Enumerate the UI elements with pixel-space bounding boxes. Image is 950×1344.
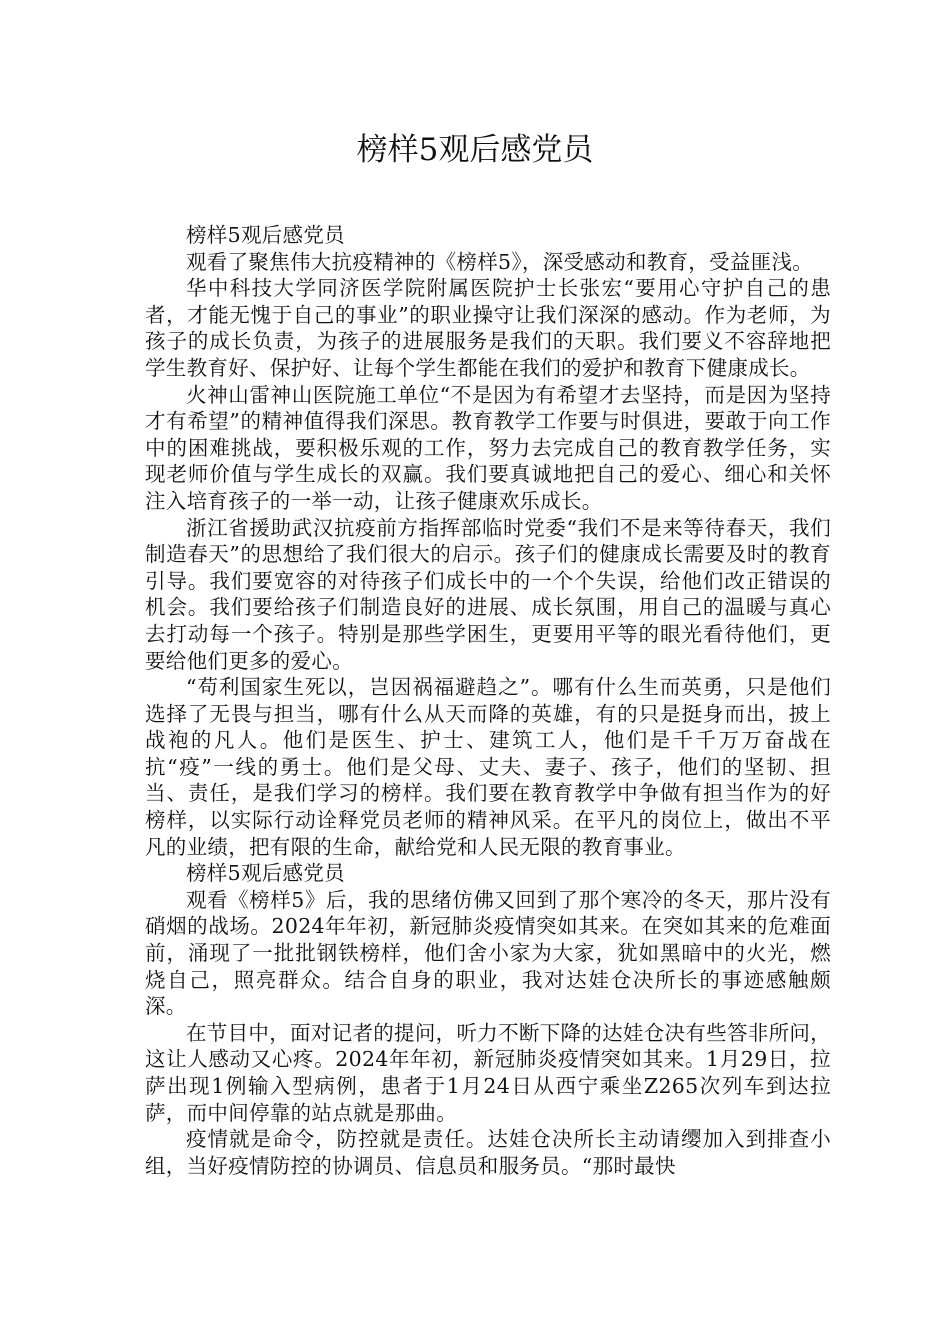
paragraph-subtitle: 榜样5观后感党员 (186, 861, 345, 886)
paragraph: 观看了聚焦伟大抗疫精神的《榜样5》，深受感动和教育，受益匪浅。 (186, 249, 814, 274)
paragraph: “苟利国家生死以，岂因祸福避趋之”。哪有什么生而英勇，只是他们选择了无畏与担当，哪有什么从天而降的英雄，有的只是挺身而出，披上战袍的凡人。他们是医生、护士、建筑工人，他们是千千万万奋战在抗“疫”一线的勇士。他们是父母、丈夫、妻子、孩子，他们的坚韧、担当、责任，是我们学习的榜样。我们要在教育教学中争做有担当作为的好榜样，以实际行动诠释党员老师的精神风采。在平凡的岗位上，做出不平凡的业绩，把有限的生命，献给党和人民无限的教育事业。 (145, 675, 831, 859)
document-body (145, 222, 831, 1179)
paragraph: 观看《榜样5》后，我的思绪仿佛又回到了那个寒冷的冬天，那片没有硝烟的战场。2024年年初，新冠肺炎疫情突如其来。在突如其来的危难面前，涌现了一批批钢铁榜样，他们舍小家为大家，犹如黑暗中的火光，燃烧自己，照亮群众。结合自身的职业，我对达娃仓决所长的事迹感触颇深。 (145, 887, 831, 1019)
paragraph: 火神山雷神山医院施工单位“不是因为有希望才去坚持，而是因为坚持才有希望”的精神值得我们深思。教育教学工作要与时俱进，要敢于向工作中的困难挑战，要积极乐观的工作，努力去完成自己的教育教学任务，实现老师价值与学生成长的双赢。我们要真诚地把自己的爱心、细心和关怀注入培育孩子的一举一动，让孩子健康欢乐成长。 (145, 382, 831, 513)
paragraph: 浙江省援助武汉抗疫前方指挥部临时党委“我们不是来等待春天，我们制造春天”的思想给了我们很大的启示。孩子们的健康成长需要及时的教育引导。我们要宽容的对待孩子们成长中的一个个失误，给他们改正错误的机会。我们要给孩子们制造良好的进展、成长氛围，用自己的温暖与真心去打动每一个孩子。特别是那些学困生，更要用平等的眼光看待他们，更要给他们更多的爱心。 (145, 515, 831, 673)
paragraph: 在节目中，面对记者的提问，听力不断下降的达娃仓决有些答非所问，这让人感动又心疼。2024年年初，新冠肺炎疫情突如其来。1月29日，拉萨出现1例输入型病例，患者于1月24日从西宁乘坐Z265次列车到达拉萨，而中间停靠的站点就是那曲。 (145, 1020, 831, 1125)
paragraph: 华中科技大学同济医学院附属医院护士长张宏“要用心守护自己的患者，才能无愧于自己的事业”的职业操守让我们深深的感动。作为老师，为孩子的成长负责，为孩子的进展服务是我们的天职。我们要义不容辞地把学生教育好、保护好、让每个学生都能在我们的爱护和教育下健康成长。 (145, 276, 831, 380)
document-title: 榜样5观后感党员 (356, 132, 594, 168)
paragraph-subtitle: 榜样5观后感党员 (186, 223, 345, 247)
paragraph: 疫情就是命令，防控就是责任。达娃仓决所长主动请缨加入到排查小组，当好疫情防控的协调员、信息员和服务员。“那时最快 (145, 1127, 831, 1178)
